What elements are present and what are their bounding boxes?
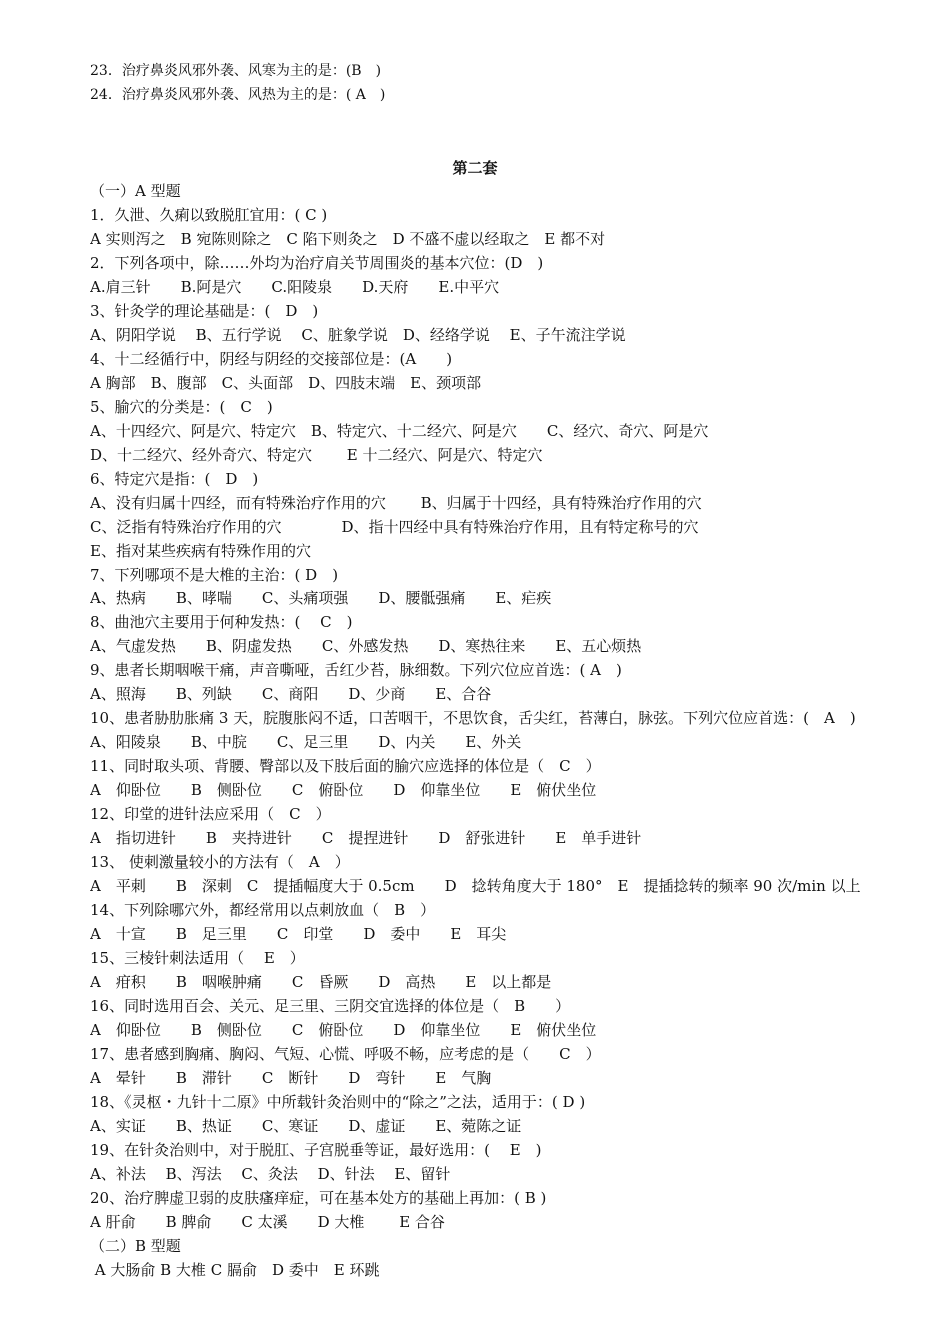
text-line: （一）A 型题 [90, 182, 181, 200]
text-line: A 大肠俞 B 大椎 C 膈俞 D 委中 E 环跳 [90, 1261, 380, 1279]
text-line: A 指切进针 B 夹持进针 C 提捏进针 D 舒张进针 E 单手进针 [90, 829, 642, 847]
text-line: 10、患者胁肋胀痛 3 天，脘腹胀闷不适，口苦咽干，不思饮食，舌尖红，苔薄白，脉弦。下列穴位应首选：( A ) [90, 709, 856, 727]
text-line: D、十二经穴、经外奇穴、特定穴 E 十二经穴、阿是穴、特定穴 [90, 446, 543, 464]
text-line: A 胸部 B、腹部 C、头面部 D、四肢末端 E、颈项部 [90, 374, 482, 392]
text-line: E、指对某些疾病有特殊作用的穴 [90, 542, 311, 560]
text-line: A、没有归属十四经，而有特殊治疗作用的穴 B、归属于十四经，具有特殊治疗作用的穴 [90, 494, 702, 512]
text-line: 16、同时选用百会、关元、足三里、三阴交宜选择的体位是（ B ） [90, 997, 571, 1015]
text-line: 4、十二经循行中，阴经与阴经的交接部位是：(A ) [90, 350, 453, 368]
text-line: C、泛指有特殊治疗作用的穴 D、指十四经中具有特殊治疗作用，且有特定称号的穴 [90, 518, 699, 536]
text-line: 14、下列除哪穴外，都经常用以点刺放血（ B ） [90, 901, 436, 919]
text-line: A 肝俞 B 脾俞 C 太溪 D 大椎 E 合谷 [90, 1213, 445, 1231]
text-line: A 疳积 B 咽喉肿痛 C 昏厥 D 高热 E 以上都是 [90, 973, 552, 991]
text-line: A 平刺 B 深刺 C 提插幅度大于 0.5cm D 捻转角度大于 180° E 提插捻转的频率 90 次/min 以上 [90, 877, 861, 895]
text-line: 8、曲池穴主要用于何种发热：( C ) [90, 613, 353, 631]
text-line: 3、针灸学的理论基础是：( D ) [90, 302, 319, 320]
text-line: A 仰卧位 B 侧卧位 C 俯卧位 D 仰靠坐位 E 俯伏坐位 [90, 1021, 597, 1039]
text-line: A、实证 B、热证 C、寒证 D、虚证 E、菀陈之证 [90, 1117, 522, 1135]
text-line: 20、治疗脾虚卫弱的皮肤瘙痒症，可在基本处方的基础上再加：( B ) [90, 1189, 547, 1207]
text-line: A.肩三针 B.阿是穴 C.阳陵泉 D.天府 E.中平穴 [90, 278, 500, 296]
text-line: 13、 使刺激量较小的方法有（ A ） [90, 853, 350, 871]
text-line: A、十四经穴、阿是穴、特定穴 B、特定穴、十二经穴、阿是穴 C、经穴、奇穴、阿是穴 [90, 422, 709, 440]
question-23: 23．治疗鼻炎风邪外袭、风寒为主的是：(B ) [90, 63, 382, 79]
text-line: 18、《灵枢・九针十二原》中所载针灸治则中的“除之”之法，适用于：( D ) [90, 1093, 586, 1111]
text-line: A 实则泻之 B 宛陈则除之 C 陷下则灸之 D 不盛不虚以经取之 E 都不对 [90, 230, 606, 248]
text-line: 17、患者感到胸痛、胸闷、气短、心慌、呼吸不畅，应考虑的是（ C ） [90, 1045, 601, 1063]
text-line: A、阴阳学说 B、五行学说 C、脏象学说 D、经络学说 E、子午流注学说 [90, 326, 626, 344]
text-line: 1．久泄、久痢以致脱肛宜用：( C ) [90, 206, 328, 224]
text-line: 2．下列各项中，除……外均为治疗肩关节周围炎的基本穴位：(D ) [90, 254, 544, 272]
text-line: A、照海 B、列缺 C、商阳 D、少商 E、合谷 [90, 685, 492, 703]
text-line: A、补法 B、泻法 C、灸法 D、针法 E、留针 [90, 1165, 451, 1183]
section-title: 第二套 [452, 159, 498, 177]
text-line: A 仰卧位 B 侧卧位 C 俯卧位 D 仰靠坐位 E 俯伏坐位 [90, 781, 597, 799]
text-line: 6、特定穴是指：( D ) [90, 470, 259, 488]
text-line: 5、腧穴的分类是：( C ) [90, 398, 273, 416]
text-line: （二）B 型题 [90, 1237, 181, 1255]
text-line: 7、下列哪项不是大椎的主治：( D ) [90, 566, 339, 584]
text-line: A、气虚发热 B、阴虚发热 C、外感发热 D、寒热往来 E、五心烦热 [90, 637, 642, 655]
text-line: 11、同时取头项、背腰、臀部以及下肢后面的腧穴应选择的体位是（ C ） [90, 757, 601, 775]
text-line: A、热病 B、哮喘 C、头痛项强 D、腰骶强痛 E、疟疾 [90, 589, 552, 607]
question-24: 24．治疗鼻炎风邪外袭、风热为主的是：( A ) [90, 87, 386, 103]
text-line: 9、患者长期咽喉干痛，声音嘶哑，舌红少苔，脉细数。下列穴位应首选：( A ) [90, 661, 622, 679]
text-line: A 十宣 B 足三里 C 印堂 D 委中 E 耳尖 [90, 925, 507, 943]
text-line: 12、印堂的进针法应采用（ C ） [90, 805, 331, 823]
text-line: 15、三棱针刺法适用（ E ） [90, 949, 305, 967]
text-line: 19、在针灸治则中，对于脱肛、子宫脱垂等证，最好选用：( E ) [90, 1141, 542, 1159]
text-line: A 晕针 B 滞针 C 断针 D 弯针 E 气胸 [90, 1069, 492, 1087]
text-line: A、阳陵泉 B、中脘 C、足三里 D、内关 E、外关 [90, 733, 522, 751]
